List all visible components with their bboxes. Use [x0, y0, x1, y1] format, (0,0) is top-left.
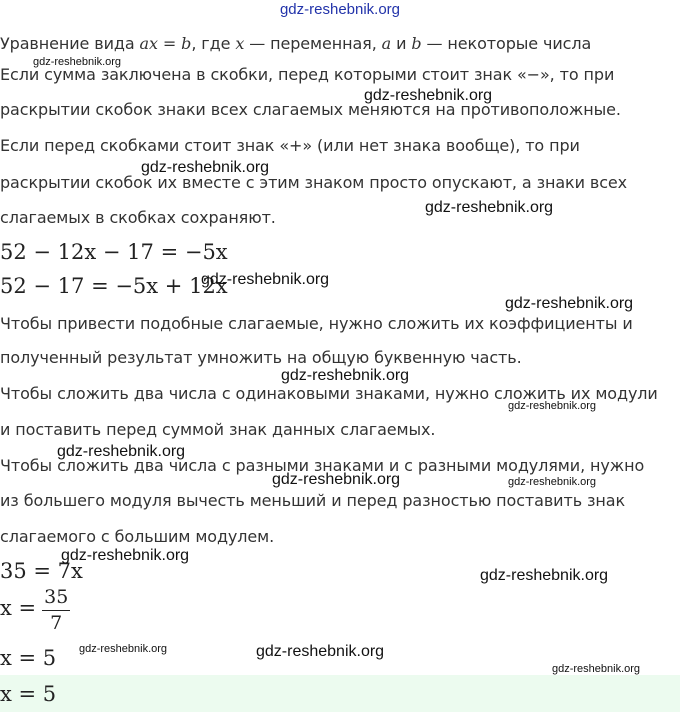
equation-step-5: x = 5 [0, 646, 57, 670]
intro-text: — переменная, [244, 34, 382, 53]
intro-equation: ax = b [139, 34, 192, 53]
watermark: gdz-reshebnik.org [480, 567, 609, 584]
same-sign-line-2: и поставить перед суммой знак данных слагаемых. [0, 420, 436, 439]
watermark: gdz-reshebnik.org [256, 643, 385, 660]
same-sign-line-1: Чтобы сложить два числа с одинаковыми знаками, нужно сложить их модули [0, 384, 658, 403]
like-terms-line-2: полученный результат умножить на общую буквенную часть. [0, 348, 522, 367]
rule-minus-line-1: Если сумма заключена в скобки, перед которыми стоит знак «−», то при [0, 65, 615, 84]
intro-text: , где [191, 34, 236, 53]
watermark: gdz-reshebnik.org [33, 56, 122, 68]
watermark: gdz-reshebnik.org [508, 400, 597, 412]
watermark: gdz-reshebnik.org [425, 199, 554, 216]
diff-sign-line-1: Чтобы сложить два числа с разными знаками и с разными модулями, нужно [0, 456, 645, 475]
intro-coefficient-b: b [411, 34, 422, 53]
diff-sign-line-2: из большего модуля вычесть меньший и перед разностью поставить знак [0, 491, 626, 510]
equation-step-1: 52 − 12x − 17 = −5x [0, 240, 228, 264]
watermark: gdz-reshebnik.org [61, 547, 190, 564]
intro-text: Уравнение вида [0, 34, 140, 53]
fraction-lhs: x = [0, 596, 37, 620]
rule-plus-line-1: Если перед скобками стоит знак «+» (или нет знака вообще), то при [0, 136, 580, 155]
diff-sign-line-3: слагаемого с большим модулем. [0, 527, 275, 546]
equation-step-2: 52 − 17 = −5x + 12x [0, 274, 228, 298]
watermark: gdz-reshebnik.org [272, 471, 401, 488]
watermark: gdz-reshebnik.org [79, 643, 168, 655]
intro-line [0, 34, 591, 54]
answer-box [0, 675, 680, 712]
watermark: gdz-reshebnik.org [201, 271, 330, 288]
fraction [42, 586, 70, 634]
rule-minus-line-2: раскрытии скобок знаки всех слагаемых меняются на противоположные. [0, 100, 621, 119]
fraction-numerator: 35 [42, 586, 70, 611]
fraction-denominator: 7 [50, 611, 63, 634]
rule-plus-line-2: раскрытии скобок их вместе с этим знаком просто опускают, а знаки всех [0, 173, 628, 192]
intro-coefficient-a: a [381, 34, 392, 53]
intro-variable: x [235, 34, 245, 53]
watermark: gdz-reshebnik.org [364, 87, 493, 104]
intro-text: и [391, 34, 412, 53]
watermark: gdz-reshebnik.org [505, 295, 634, 312]
equation-step-3: 35 = 7x [0, 559, 83, 583]
watermark-header: gdz-reshebnik.org [279, 1, 401, 18]
rule-plus-line-3: слагаемых в скобках сохраняют. [0, 208, 276, 227]
watermark: gdz-reshebnik.org [141, 159, 270, 176]
like-terms-line-1: Чтобы привести подобные слагаемые, нужно сложить их коэффициенты и [0, 314, 633, 333]
watermark: gdz-reshebnik.org [57, 443, 186, 460]
answer-equation: x = 5 [0, 682, 57, 706]
watermark: gdz-reshebnik.org [281, 367, 410, 384]
intro-text: — некоторые числа [421, 34, 592, 53]
equation-fraction [0, 583, 70, 634]
watermark: gdz-reshebnik.org [552, 663, 641, 675]
watermark: gdz-reshebnik.org [508, 476, 597, 488]
